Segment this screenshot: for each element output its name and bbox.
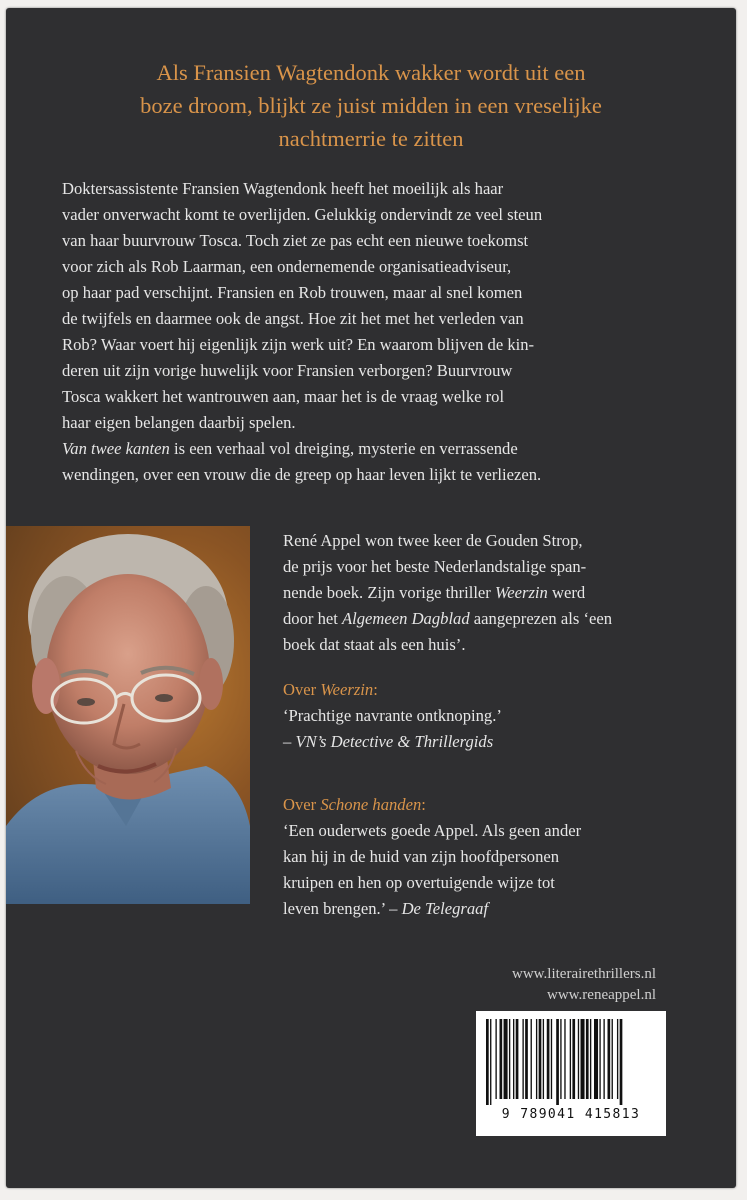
barcode-bar	[617, 1019, 618, 1099]
barcode-bar	[500, 1019, 503, 1099]
blurb-line	[62, 436, 702, 462]
review-quote-line: kruipen en hen op overtuigende wijze tot	[283, 873, 555, 892]
barcode-bar	[547, 1019, 550, 1099]
review-schone-handen	[283, 792, 713, 922]
blurb-line: voor zich als Rob Laarman, een ondernemende organisatieadviseur,	[62, 257, 512, 276]
barcode-bar	[572, 1019, 575, 1099]
review-quote-line	[283, 896, 713, 922]
blurb-line: vader onverwacht komt te overlijden. Gelukkig ondervindt ze veel steun	[62, 205, 543, 224]
blurb-line: wendingen, over een vrouw die de greep op haar leven lijkt te verliezen.	[62, 465, 542, 484]
barcode-bar	[560, 1019, 561, 1099]
barcode-bar	[495, 1019, 496, 1099]
barcode-bar	[620, 1019, 623, 1105]
barcode-bar	[586, 1019, 589, 1099]
review-quote: ‘Prachtige navrante ontknoping.’	[283, 706, 502, 725]
review-weerzin	[283, 677, 713, 755]
barcode-bar	[516, 1019, 519, 1099]
book-title: Schone handen	[320, 795, 422, 814]
website-literairethrillers: www.literairethrillers.nl	[512, 966, 656, 982]
review-quote-text: leven brengen.’ –	[283, 899, 402, 918]
blurb-line: Doktersassistente Fransien Wagtendonk heeft het moeilijk als haar	[62, 179, 504, 198]
review-source: De Telegraaf	[401, 899, 489, 918]
barcode-bar	[525, 1019, 528, 1099]
barcode-bar	[581, 1019, 585, 1099]
review-heading-text: :	[373, 680, 378, 699]
bio-text: werd	[547, 583, 586, 602]
author-bio	[283, 528, 713, 658]
barcode	[476, 1011, 666, 1136]
bio-line: de prijs voor het beste Nederlandstalige span-	[283, 557, 587, 576]
barcode-bar	[603, 1019, 604, 1099]
barcode-bar	[608, 1019, 611, 1099]
barcode-bar	[504, 1019, 508, 1099]
barcode-bar	[578, 1019, 579, 1099]
headline-line: boze droom, blijkt ze juist midden in een vreselijke	[140, 93, 602, 118]
headline-line: Als Fransien Wagtendonk wakker wordt uit een	[156, 60, 586, 85]
book-title: Weerzin	[320, 680, 374, 699]
barcode-bar	[490, 1019, 491, 1105]
book-title: Van twee kanten	[62, 439, 170, 458]
barcode-bar	[543, 1019, 544, 1099]
bio-text: aangeprezen als ‘een	[469, 609, 612, 628]
blurb-line: op haar pad verschijnt. Fransien en Rob trouwen, maar al snel komen	[62, 283, 523, 302]
blurb-line: deren uit zijn vorige huwelijk voor Fransien verborgen? Buurvrouw	[62, 361, 513, 380]
review-heading-text: :	[421, 795, 426, 814]
barcode-bar	[599, 1019, 600, 1099]
barcode-bar	[513, 1019, 514, 1099]
bio-line	[283, 580, 713, 606]
isbn-number: 9 789041 415813	[501, 1107, 641, 1122]
barcode-bar	[486, 1019, 489, 1105]
barcode-bar	[570, 1019, 571, 1099]
newspaper-name: Algemeen Dagblad	[342, 609, 470, 628]
review-source: – VN’s Detective & Thrillergids	[283, 732, 494, 751]
review-quote-line: kan hij in de huid van zijn hoofdpersonen	[283, 847, 560, 866]
bio-line: boek dat staat als een huis’.	[283, 635, 466, 654]
review-quote-line: ‘Een ouderwets goede Appel. Als geen ander	[283, 821, 582, 840]
review-heading	[283, 677, 713, 703]
blurb-line: van haar buurvrouw Tosca. Toch ziet ze pas echt een nieuwe toekomst	[62, 231, 529, 250]
headline	[36, 56, 706, 155]
book-title: Weerzin	[494, 583, 548, 602]
bio-text: door het	[283, 609, 342, 628]
barcode-bar	[551, 1019, 552, 1099]
barcode-bar	[536, 1019, 537, 1099]
barcode-bar	[564, 1019, 565, 1099]
author-portrait-image	[6, 526, 250, 904]
website-reneappel: www.reneappel.nl	[547, 987, 656, 1003]
blurb-text: is een verhaal vol dreiging, mysterie en verrassende	[169, 439, 518, 458]
blurb-line: Rob? Waar voert hij eigenlijk zijn werk uit? En waarom blijven de kin-	[62, 335, 535, 354]
blurb-line: Tosca wakkert het wantrouwen aan, maar het is de vraag welke rol	[62, 387, 505, 406]
bio-line: René Appel won twee keer de Gouden Strop,	[283, 531, 583, 550]
barcode-bar	[612, 1019, 613, 1099]
headline-line: nachtmerrie te zitten	[278, 126, 464, 151]
review-heading-text: Over	[283, 795, 321, 814]
blurb-line: de twijfels en daarmee ook de angst. Hoe zit het met het verleden van	[62, 309, 524, 328]
blurb	[62, 176, 702, 488]
barcode-bar	[531, 1019, 532, 1099]
barcode-bar	[509, 1019, 510, 1099]
barcode-bars	[484, 1019, 658, 1105]
author-photo	[6, 526, 250, 904]
barcode-bar	[594, 1019, 598, 1099]
blurb-line: haar eigen belangen daarbij spelen.	[62, 413, 296, 432]
barcode-bar	[522, 1019, 523, 1099]
review-heading-text: Over	[283, 680, 321, 699]
back-cover	[6, 8, 736, 1188]
barcode-bar	[539, 1019, 542, 1099]
barcode-bar	[556, 1019, 559, 1105]
bio-text: nende boek. Zijn vorige thriller	[283, 583, 495, 602]
bio-line	[283, 606, 713, 632]
review-heading	[283, 792, 713, 818]
barcode-bar	[590, 1019, 591, 1099]
